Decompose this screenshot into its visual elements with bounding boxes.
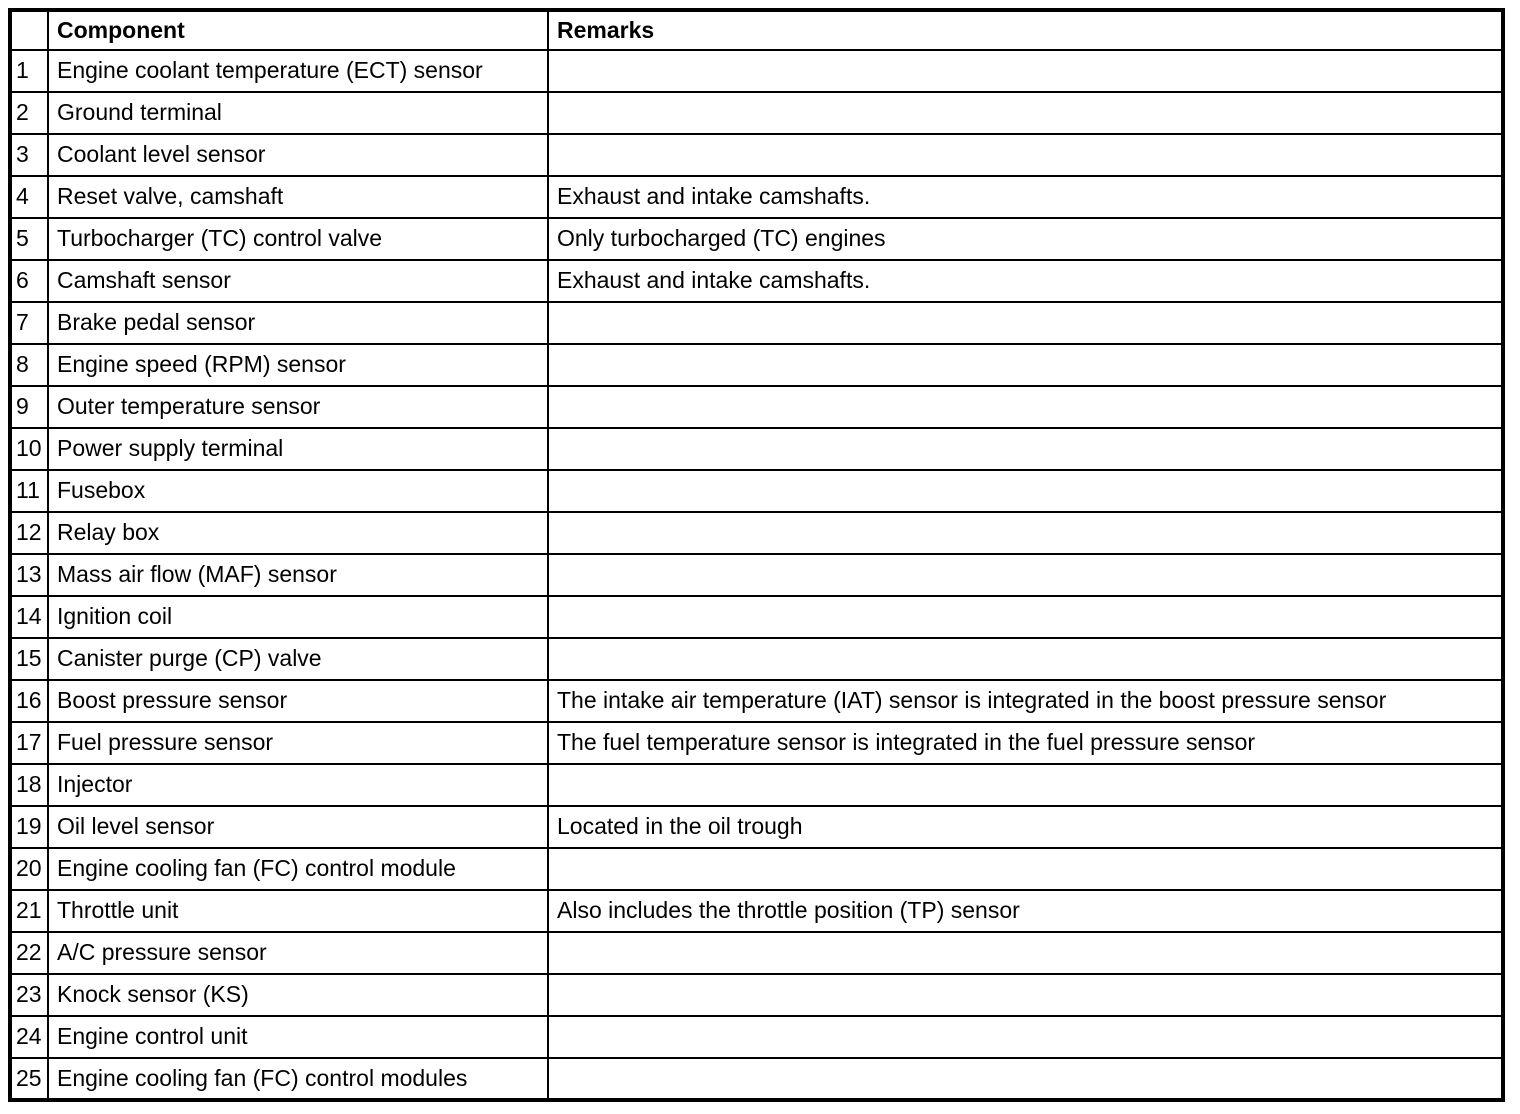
table-row — [10, 218, 1503, 260]
remarks-cell — [548, 848, 1503, 890]
row-number-cell: 1 — [10, 50, 48, 92]
component-cell: Camshaft sensor — [48, 260, 548, 302]
table-row — [10, 344, 1503, 386]
remarks-cell — [548, 344, 1503, 386]
table-row — [10, 386, 1503, 428]
remarks-cell: Located in the oil trough — [548, 806, 1503, 848]
table-row — [10, 470, 1503, 512]
remarks-cell — [548, 638, 1503, 680]
table-row — [10, 890, 1503, 932]
row-number-cell: 13 — [10, 554, 48, 596]
remarks-cell: Also includes the throttle position (TP) sensor — [548, 890, 1503, 932]
component-cell: Boost pressure sensor — [48, 680, 548, 722]
row-number-cell: 25 — [10, 1058, 48, 1100]
remarks-cell — [548, 134, 1503, 176]
remarks-cell — [548, 554, 1503, 596]
table-row — [10, 680, 1503, 722]
component-cell: A/C pressure sensor — [48, 932, 548, 974]
row-number-cell: 4 — [10, 176, 48, 218]
remarks-cell: Exhaust and intake camshafts. — [548, 260, 1503, 302]
component-cell: Engine speed (RPM) sensor — [48, 344, 548, 386]
remarks-cell: Exhaust and intake camshafts. — [548, 176, 1503, 218]
remarks-cell — [548, 596, 1503, 638]
row-number-cell: 6 — [10, 260, 48, 302]
row-number-cell: 12 — [10, 512, 48, 554]
remarks-cell — [548, 428, 1503, 470]
row-number-cell: 3 — [10, 134, 48, 176]
row-number-cell: 8 — [10, 344, 48, 386]
component-cell: Coolant level sensor — [48, 134, 548, 176]
component-cell: Canister purge (CP) valve — [48, 638, 548, 680]
remarks-cell — [548, 302, 1503, 344]
table-body — [10, 50, 1503, 1100]
component-cell: Engine coolant temperature (ECT) sensor — [48, 50, 548, 92]
table-row — [10, 848, 1503, 890]
component-cell: Oil level sensor — [48, 806, 548, 848]
component-cell: Knock sensor (KS) — [48, 974, 548, 1016]
table-row — [10, 764, 1503, 806]
remarks-column-header: Remarks — [548, 10, 1503, 50]
table-row — [10, 302, 1503, 344]
remarks-cell — [548, 92, 1503, 134]
row-number-cell: 19 — [10, 806, 48, 848]
table-row — [10, 806, 1503, 848]
row-number-cell: 21 — [10, 890, 48, 932]
component-cell: Injector — [48, 764, 548, 806]
row-number-cell: 10 — [10, 428, 48, 470]
component-cell: Fusebox — [48, 470, 548, 512]
table-row — [10, 50, 1503, 92]
row-number-cell: 16 — [10, 680, 48, 722]
component-cell: Brake pedal sensor — [48, 302, 548, 344]
component-cell: Engine cooling fan (FC) control modules — [48, 1058, 548, 1100]
component-cell: Fuel pressure sensor — [48, 722, 548, 764]
table-row — [10, 428, 1503, 470]
component-cell: Mass air flow (MAF) sensor — [48, 554, 548, 596]
table-row — [10, 638, 1503, 680]
row-number-cell: 11 — [10, 470, 48, 512]
table-row — [10, 722, 1503, 764]
remarks-cell — [548, 1058, 1503, 1100]
row-number-cell: 18 — [10, 764, 48, 806]
row-number-cell: 17 — [10, 722, 48, 764]
component-cell: Engine control unit — [48, 1016, 548, 1058]
table-row — [10, 512, 1503, 554]
remarks-cell — [548, 764, 1503, 806]
remarks-cell — [548, 932, 1503, 974]
row-number-cell: 20 — [10, 848, 48, 890]
row-number-cell: 23 — [10, 974, 48, 1016]
row-number-cell: 14 — [10, 596, 48, 638]
header-row — [10, 10, 1503, 50]
component-remarks-table — [8, 8, 1505, 1102]
table-row — [10, 260, 1503, 302]
component-cell: Power supply terminal — [48, 428, 548, 470]
component-cell: Ground terminal — [48, 92, 548, 134]
remarks-cell: The intake air temperature (IAT) sensor is integrated in the boost pressure sensor — [548, 680, 1503, 722]
row-number-cell: 15 — [10, 638, 48, 680]
remarks-cell — [548, 470, 1503, 512]
number-column-header — [10, 10, 48, 50]
component-cell: Turbocharger (TC) control valve — [48, 218, 548, 260]
table-row — [10, 596, 1503, 638]
remarks-cell — [548, 512, 1503, 554]
component-cell: Outer temperature sensor — [48, 386, 548, 428]
remarks-cell — [548, 1016, 1503, 1058]
component-cell: Engine cooling fan (FC) control module — [48, 848, 548, 890]
table-row — [10, 1016, 1503, 1058]
remarks-cell — [548, 50, 1503, 92]
row-number-cell: 2 — [10, 92, 48, 134]
table-row — [10, 974, 1503, 1016]
component-cell: Relay box — [48, 512, 548, 554]
remarks-cell — [548, 974, 1503, 1016]
component-table-container — [8, 8, 1505, 1102]
table-row — [10, 1058, 1503, 1100]
row-number-cell: 5 — [10, 218, 48, 260]
table-row — [10, 134, 1503, 176]
table-row — [10, 92, 1503, 134]
row-number-cell: 9 — [10, 386, 48, 428]
component-cell: Reset valve, camshaft — [48, 176, 548, 218]
remarks-cell — [548, 386, 1503, 428]
component-cell: Throttle unit — [48, 890, 548, 932]
row-number-cell: 7 — [10, 302, 48, 344]
row-number-cell: 24 — [10, 1016, 48, 1058]
component-column-header: Component — [48, 10, 548, 50]
remarks-cell: The fuel temperature sensor is integrated in the fuel pressure sensor — [548, 722, 1503, 764]
table-row — [10, 176, 1503, 218]
component-cell: Ignition coil — [48, 596, 548, 638]
table-header — [10, 10, 1503, 50]
remarks-cell: Only turbocharged (TC) engines — [548, 218, 1503, 260]
table-row — [10, 932, 1503, 974]
row-number-cell: 22 — [10, 932, 48, 974]
table-row — [10, 554, 1503, 596]
